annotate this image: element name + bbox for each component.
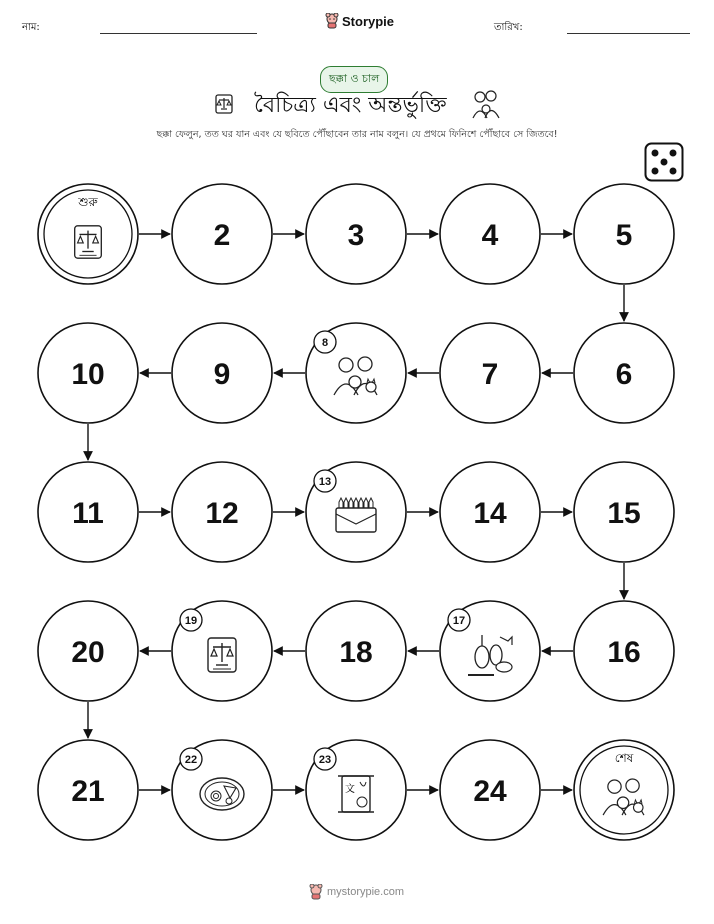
svg-text:23: 23 — [318, 754, 332, 766]
category-tag: ছক্কা ও চাল — [320, 66, 388, 93]
board-space-13[interactable] — [306, 462, 406, 562]
board-space-11[interactable] — [38, 462, 138, 562]
start-label: শুরু — [78, 195, 98, 209]
footer-url[interactable]: mystorypie.com — [327, 886, 405, 898]
start-space[interactable] — [38, 184, 138, 284]
food-plate-icon — [200, 778, 244, 810]
finish-label: শেষ — [614, 751, 634, 765]
instructions: ছক্কা ফেলুন, তত ঘর যান এবং যে ছবিতে পৌঁছাবেন তার নাম বলুন। যে প্রথমে ফিনিশে পৌঁছাবে সে জিতবে! — [156, 129, 558, 140]
space-number-badge — [180, 748, 202, 770]
space-number: 7 — [481, 358, 499, 391]
svg-text:文: 文 — [345, 784, 355, 795]
board-space-15[interactable] — [574, 462, 674, 562]
footer-mascot-icon — [309, 884, 323, 900]
board-space-5[interactable] — [574, 184, 674, 284]
board-space-6[interactable] — [574, 323, 674, 423]
space-number: 4 — [481, 219, 499, 252]
space-number-badge — [314, 748, 336, 770]
language-scroll-icon — [338, 776, 374, 812]
board-space-2[interactable] — [172, 184, 272, 284]
board-space-8[interactable] — [306, 323, 406, 423]
space-number: 12 — [205, 497, 239, 530]
footer — [309, 884, 404, 900]
finish-space[interactable] — [574, 740, 674, 840]
board-space-22[interactable] — [172, 740, 272, 840]
space-number: 5 — [615, 219, 633, 252]
board-space-18[interactable] — [306, 601, 406, 701]
board-space-21[interactable] — [38, 740, 138, 840]
space-number: 6 — [615, 358, 633, 391]
crayons-icon — [336, 498, 376, 532]
space-number: 21 — [71, 775, 105, 808]
space-number: 9 — [213, 358, 231, 391]
board-space-19[interactable] — [172, 601, 272, 701]
board-space-3[interactable] — [306, 184, 406, 284]
board-space-14[interactable] — [440, 462, 540, 562]
board-space-10[interactable] — [38, 323, 138, 423]
board-space-9[interactable] — [172, 323, 272, 423]
space-number: 18 — [339, 636, 373, 669]
space-number: 2 — [213, 219, 231, 252]
board-space-4[interactable] — [440, 184, 540, 284]
board-space-20[interactable] — [38, 601, 138, 701]
svg-text:22: 22 — [184, 754, 198, 766]
space-number: 16 — [607, 636, 641, 669]
space-number: 15 — [607, 497, 641, 530]
board-space-16[interactable] — [574, 601, 674, 701]
page-title: বৈচিত্র্য এবং অন্তর্ভুক্তি — [254, 93, 447, 118]
svg-text:13: 13 — [318, 476, 332, 488]
law-scroll-icon — [208, 638, 236, 672]
law-scroll-icon — [75, 226, 102, 258]
date-label: তারিখ: — [494, 22, 523, 33]
space-number: 24 — [473, 775, 507, 808]
svg-text:19: 19 — [184, 615, 198, 627]
space-number: 11 — [72, 497, 104, 530]
board-space-24[interactable] — [440, 740, 540, 840]
space-number: 3 — [347, 219, 365, 252]
space-number-badge — [314, 331, 336, 353]
space-number: 20 — [71, 636, 105, 669]
space-number-badge — [448, 609, 470, 631]
space-number-badge — [180, 609, 202, 631]
board-space-23[interactable] — [306, 740, 406, 840]
name-label: নাম: — [22, 22, 40, 33]
board-space-7[interactable] — [440, 323, 540, 423]
board-space-17[interactable] — [440, 601, 540, 701]
space-number: 14 — [473, 497, 507, 530]
svg-text:8: 8 — [321, 337, 329, 349]
space-number-badge — [314, 470, 336, 492]
board-space-12[interactable] — [172, 462, 272, 562]
space-number: 10 — [71, 358, 105, 391]
brand-name: Storypie — [342, 13, 395, 29]
svg-text:17: 17 — [452, 615, 466, 627]
